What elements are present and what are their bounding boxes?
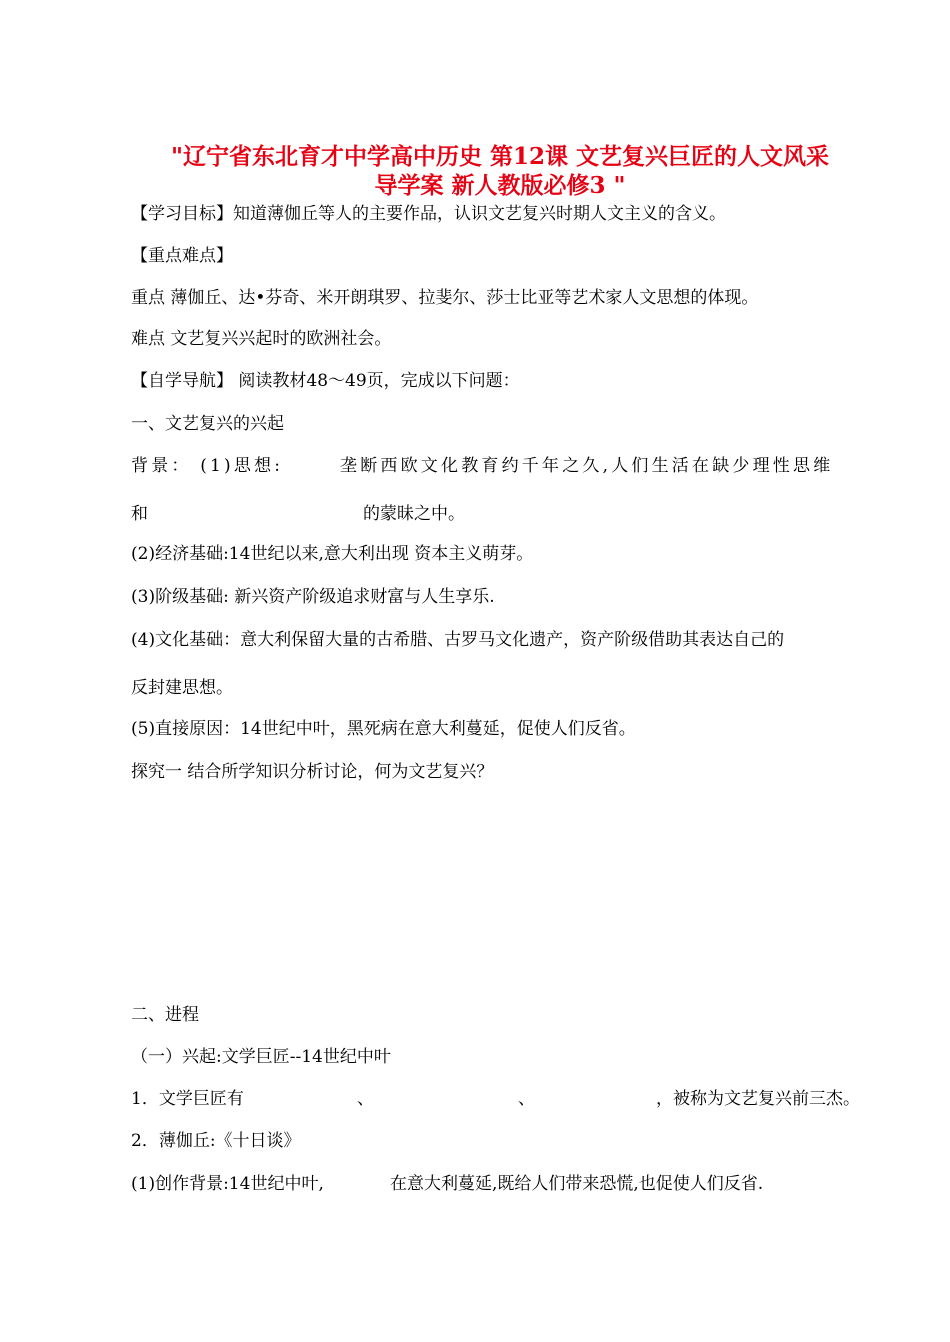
subsection-1-heading: （一）兴起:文学巨匠--14世纪中叶 (131, 1047, 391, 1067)
key-point: 重点 薄伽丘、达•芬奇、米开朗琪罗、拉斐尔、莎士比亚等艺术家人文思想的体现。 (131, 288, 759, 308)
item-1-separator-1: 、 (357, 1089, 374, 1109)
background-and: 和 (131, 504, 148, 524)
exploration-1: 探究一 结合所学知识分析讨论，何为文艺复兴？ (131, 762, 494, 782)
section-2-heading: 二、进程 (131, 1005, 199, 1025)
background-text: 垄断西欧文化教育约千年之久,人们生活在缺少理性思维 (340, 456, 834, 476)
item-2: 2．薄伽丘:《十日谈》 (131, 1131, 301, 1151)
creation-background-text: 在意大利蔓延,既给人们带来恐慌,也促使人们反省. (390, 1174, 764, 1194)
background-end: 的蒙昧之中。 (363, 504, 465, 524)
learning-goal: 【学习目标】知道薄伽丘等人的主要作品，认识文艺复兴时期人文主义的含义。 (131, 204, 726, 224)
item-1-label: 1．文学巨匠有 (131, 1089, 244, 1109)
self-study-guide: 【自学导航】 阅读教材48～49页，完成以下问题： (131, 371, 520, 391)
class-basis: (3)阶级基础: 新兴资产阶级追求财富与人生享乐. (131, 587, 495, 607)
cultural-basis-line-2: 反封建思想。 (131, 678, 233, 698)
economic-basis: (2)经济基础:14世纪以来,意大利出现 资本主义萌芽。 (131, 544, 534, 564)
creation-background-label: (1)创作背景:14世纪中叶, (131, 1174, 324, 1194)
document-title-line-1: "辽宁省东北育才中学高中历史 第12课 文艺复兴巨匠的人文风采 (170, 143, 829, 170)
background-label: 背景： (1)思想: (131, 456, 284, 476)
direct-cause: (5)直接原因：14世纪中叶，黑死病在意大利蔓延，促使人们反省。 (131, 719, 636, 739)
section-1-heading: 一、文艺复兴的兴起 (131, 414, 284, 434)
item-1-separator-2: 、 (518, 1089, 535, 1109)
item-1-end: ，被称为文艺复兴前三杰。 (656, 1089, 860, 1109)
cultural-basis-line-1: (4)文化基础：意大利保留大量的古希腊、古罗马文化遗产，资产阶级借助其表达自己的 (131, 630, 785, 650)
document-title-line-2: 导学案 新人教版必修3 " (374, 172, 626, 199)
difficult-point: 难点 文艺复兴兴起时的欧洲社会。 (131, 329, 392, 349)
keypoints-header: 【重点难点】 (131, 246, 233, 266)
